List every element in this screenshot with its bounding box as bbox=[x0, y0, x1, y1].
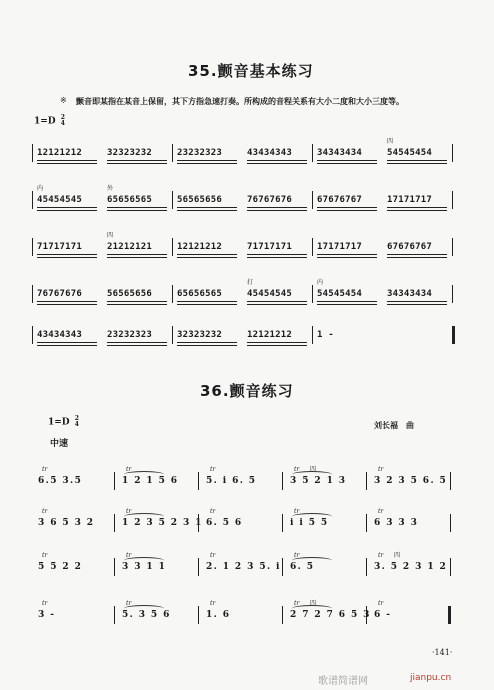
measure-notes: 12121212 bbox=[177, 242, 222, 252]
barline bbox=[172, 326, 173, 344]
barline bbox=[114, 514, 115, 532]
beam-line bbox=[107, 207, 167, 208]
barline bbox=[312, 144, 313, 162]
beam-line bbox=[177, 160, 237, 161]
exercise-35-row bbox=[34, 322, 454, 348]
measure-notes: 43434343 bbox=[247, 148, 292, 158]
beam-line bbox=[177, 210, 237, 211]
barline bbox=[172, 191, 173, 209]
note-mark: ※ bbox=[60, 96, 67, 105]
trill-mark: tr bbox=[378, 552, 384, 559]
beam-line bbox=[177, 342, 237, 343]
barline bbox=[32, 326, 33, 344]
beam-line bbox=[317, 301, 377, 302]
barline bbox=[312, 191, 313, 209]
barline bbox=[366, 558, 367, 576]
beam-line bbox=[387, 207, 447, 208]
barline bbox=[366, 472, 367, 490]
barline bbox=[282, 606, 283, 624]
barline bbox=[282, 514, 283, 532]
measure-notes: 32323232 bbox=[107, 148, 152, 158]
beam-line bbox=[387, 257, 447, 258]
measure-notes: i i 5 5 bbox=[290, 518, 329, 528]
fingering-annotation: 四 bbox=[310, 600, 317, 607]
exercise-35-row bbox=[34, 140, 454, 166]
slur bbox=[124, 605, 164, 612]
trill-mark: tr bbox=[126, 552, 132, 559]
beam-line bbox=[177, 304, 237, 305]
barline bbox=[114, 558, 115, 576]
exercise-36-row bbox=[34, 510, 454, 536]
measure-notes: 6 3 3 3 bbox=[374, 518, 419, 528]
trill-mark: tr bbox=[126, 508, 132, 515]
slur bbox=[124, 471, 164, 478]
beam-line bbox=[177, 207, 237, 208]
slur bbox=[124, 513, 164, 520]
beam-line bbox=[247, 257, 307, 258]
measure-notes: 1 - bbox=[317, 330, 334, 340]
beam-line bbox=[247, 342, 307, 343]
exercise-36-key bbox=[48, 416, 79, 428]
fingering-annotation: 内 bbox=[317, 279, 324, 286]
beam-line bbox=[177, 345, 237, 346]
measure-notes: 1. 6 bbox=[206, 610, 231, 620]
slur bbox=[124, 557, 164, 564]
fingering-annotation: 打 bbox=[247, 279, 254, 286]
measure-notes: 34343434 bbox=[317, 148, 362, 158]
measure-notes: 34343434 bbox=[387, 289, 432, 299]
measure-notes: 3 2 3 5 6. 5 bbox=[374, 476, 448, 486]
measure-notes: 3 3 1 1 bbox=[122, 562, 167, 572]
measure-notes: 5 5 2 2 bbox=[38, 562, 83, 572]
barline bbox=[312, 238, 313, 256]
beam-line bbox=[107, 210, 167, 211]
beam-line bbox=[387, 163, 447, 164]
beam-line bbox=[107, 160, 167, 161]
trill-mark: tr bbox=[126, 600, 132, 607]
measure-notes: 45454545 bbox=[37, 195, 82, 205]
beam-line bbox=[247, 210, 307, 211]
beam-line bbox=[317, 210, 377, 211]
barline bbox=[32, 144, 33, 162]
beam-line bbox=[177, 163, 237, 164]
exercise-35-title: 35.颤音基本练习 bbox=[188, 62, 314, 80]
beam-line bbox=[317, 207, 377, 208]
beam-line bbox=[37, 257, 97, 258]
beam-line bbox=[177, 257, 237, 258]
beam-line bbox=[247, 345, 307, 346]
trill-mark: tr bbox=[210, 552, 216, 559]
final-barline bbox=[448, 606, 451, 624]
barline bbox=[32, 191, 33, 209]
barline bbox=[452, 191, 453, 209]
barline bbox=[114, 472, 115, 490]
barline bbox=[172, 144, 173, 162]
measure-notes: 56565656 bbox=[107, 289, 152, 299]
exercise-35-key bbox=[34, 115, 65, 127]
measure-notes: 12121212 bbox=[37, 148, 82, 158]
measure-notes: 2 7 2 7 6 5 3 bbox=[290, 610, 371, 620]
tempo-marking: 中速 bbox=[50, 439, 69, 449]
beam-line bbox=[107, 163, 167, 164]
trill-mark: tr bbox=[378, 466, 384, 473]
barline bbox=[450, 514, 451, 532]
trill-mark: tr bbox=[378, 508, 384, 515]
measure-notes: 23232323 bbox=[177, 148, 222, 158]
measure-notes: 67676767 bbox=[317, 195, 362, 205]
barline bbox=[32, 285, 33, 303]
key-signature: 1=D bbox=[34, 116, 56, 127]
fingering-annotation: 内 bbox=[37, 185, 44, 192]
beam-line bbox=[37, 301, 97, 302]
beam-line bbox=[317, 257, 377, 258]
barline bbox=[450, 558, 451, 576]
measure-notes: 43434343 bbox=[37, 330, 82, 340]
beam-line bbox=[107, 254, 167, 255]
trill-mark: tr bbox=[294, 552, 300, 559]
trill-mark: tr bbox=[294, 466, 300, 473]
barline bbox=[172, 238, 173, 256]
measure-notes: 65656565 bbox=[177, 289, 222, 299]
measure-notes: 23232323 bbox=[107, 330, 152, 340]
barline bbox=[282, 558, 283, 576]
trill-mark: tr bbox=[210, 600, 216, 607]
barline bbox=[32, 238, 33, 256]
measure-notes: 17171717 bbox=[387, 195, 432, 205]
beam-line bbox=[247, 160, 307, 161]
trill-mark: tr bbox=[42, 466, 48, 473]
beam-line bbox=[37, 345, 97, 346]
fingering-annotation: 四 bbox=[310, 466, 317, 473]
trill-mark: tr bbox=[126, 466, 132, 473]
measure-notes: 3 6 5 3 2 bbox=[38, 518, 95, 528]
measure-notes: 3. 5 2 3 1 2 bbox=[374, 562, 448, 572]
barline bbox=[282, 472, 283, 490]
trill-mark: tr bbox=[294, 508, 300, 515]
beam-line bbox=[387, 254, 447, 255]
trill-mark: tr bbox=[42, 508, 48, 515]
measure-notes: 1 2 3 5 2 3 1 bbox=[122, 518, 203, 528]
beam-line bbox=[37, 160, 97, 161]
exercise-36-row bbox=[34, 468, 454, 494]
barline bbox=[312, 285, 313, 303]
beam-line bbox=[247, 304, 307, 305]
trill-mark: tr bbox=[42, 552, 48, 559]
barline bbox=[452, 238, 453, 256]
measure-notes: 6.5 3.5 bbox=[38, 476, 83, 486]
beam-line bbox=[387, 301, 447, 302]
composer-credit: 刘长福 曲 bbox=[374, 420, 414, 430]
beam-line bbox=[317, 160, 377, 161]
measure-notes: 32323232 bbox=[177, 330, 222, 340]
beam-line bbox=[37, 254, 97, 255]
measure-notes: 1 2 1 5 6 bbox=[122, 476, 179, 486]
trill-mark: tr bbox=[42, 600, 48, 607]
key-signature-36: 1=D bbox=[48, 417, 70, 428]
fingering-annotation: 四 bbox=[394, 552, 401, 559]
beam-line bbox=[37, 304, 97, 305]
time-signature-36: 2 4 bbox=[74, 415, 79, 428]
measure-notes: 5. i 6. 5 bbox=[206, 476, 257, 486]
trill-mark: tr bbox=[378, 600, 384, 607]
measure-notes: 71717171 bbox=[247, 242, 292, 252]
measure-notes: 65656565 bbox=[107, 195, 152, 205]
beam-line bbox=[37, 342, 97, 343]
beam-line bbox=[37, 210, 97, 211]
barline bbox=[452, 144, 453, 162]
beam-line bbox=[37, 207, 97, 208]
beam-line bbox=[317, 254, 377, 255]
measure-notes: 54545454 bbox=[387, 148, 432, 158]
barline bbox=[198, 558, 199, 576]
time-signature: 2 4 bbox=[60, 114, 65, 127]
exercise-36-row bbox=[34, 602, 454, 628]
measure-notes: 2. 1 2 3 5. i bbox=[206, 562, 281, 572]
beam-line bbox=[107, 257, 167, 258]
beam-line bbox=[247, 207, 307, 208]
beam-line bbox=[317, 304, 377, 305]
exercise-36-title: 36.颤音练习 bbox=[200, 382, 294, 400]
trill-mark: tr bbox=[210, 508, 216, 515]
watermark-logo: 歌谱简谱网 bbox=[318, 676, 368, 687]
measure-notes: 67676767 bbox=[387, 242, 432, 252]
exercise-35-row bbox=[34, 281, 454, 307]
beam-line bbox=[107, 345, 167, 346]
beam-line bbox=[247, 254, 307, 255]
fingering-annotation: 四 bbox=[107, 232, 114, 239]
barline bbox=[452, 285, 453, 303]
fingering-annotation: 四 bbox=[387, 138, 394, 145]
beam-line bbox=[387, 304, 447, 305]
slur bbox=[292, 513, 332, 520]
beam-line bbox=[107, 342, 167, 343]
measure-notes: 45454545 bbox=[247, 289, 292, 299]
beam-line bbox=[107, 301, 167, 302]
barline bbox=[198, 472, 199, 490]
trill-mark: tr bbox=[210, 466, 216, 473]
measure-notes: 76767676 bbox=[37, 289, 82, 299]
beam-line bbox=[37, 163, 97, 164]
beam-line bbox=[247, 163, 307, 164]
barline bbox=[450, 472, 451, 490]
measure-notes: 76767676 bbox=[247, 195, 292, 205]
barline bbox=[366, 514, 367, 532]
measure-notes: 12121212 bbox=[247, 330, 292, 340]
exercise-36-row bbox=[34, 554, 454, 580]
fingering-annotation: 外 bbox=[107, 185, 114, 192]
exercise-35-row bbox=[34, 234, 454, 260]
barline bbox=[172, 285, 173, 303]
barline bbox=[198, 606, 199, 624]
beam-line bbox=[387, 210, 447, 211]
watermark-url: jianpu.cn bbox=[410, 673, 452, 683]
measure-notes: 71717171 bbox=[37, 242, 82, 252]
barline bbox=[114, 606, 115, 624]
beam-line bbox=[387, 160, 447, 161]
measure-notes: 54545454 bbox=[317, 289, 362, 299]
measure-notes: 3 5 2 1 3 bbox=[290, 476, 347, 486]
beam-line bbox=[317, 163, 377, 164]
measure-notes: 6 - bbox=[374, 610, 392, 620]
measure-notes: 56565656 bbox=[177, 195, 222, 205]
exercise-35-note: 颤音即某指在某音上保留，其下方指急速打奏。所构成的音程关系有大小二度和大小三度等。 bbox=[76, 96, 404, 106]
barline bbox=[312, 326, 313, 344]
beam-line bbox=[107, 304, 167, 305]
exercise-35-row bbox=[34, 187, 454, 213]
final-barline bbox=[452, 326, 455, 344]
measure-notes: 6. 5 6 bbox=[206, 518, 243, 528]
trill-mark: tr bbox=[294, 600, 300, 607]
page-number: ·141· bbox=[432, 648, 453, 657]
measure-notes: 5. 3 5 6 bbox=[122, 610, 171, 620]
beam-line bbox=[177, 301, 237, 302]
measure-notes: 6. 5 bbox=[290, 562, 315, 572]
beam-line bbox=[247, 301, 307, 302]
measure-notes: 17171717 bbox=[317, 242, 362, 252]
slur bbox=[292, 557, 332, 564]
measure-notes: 3 - bbox=[38, 610, 56, 620]
beam-line bbox=[177, 254, 237, 255]
measure-notes: 21212121 bbox=[107, 242, 152, 252]
